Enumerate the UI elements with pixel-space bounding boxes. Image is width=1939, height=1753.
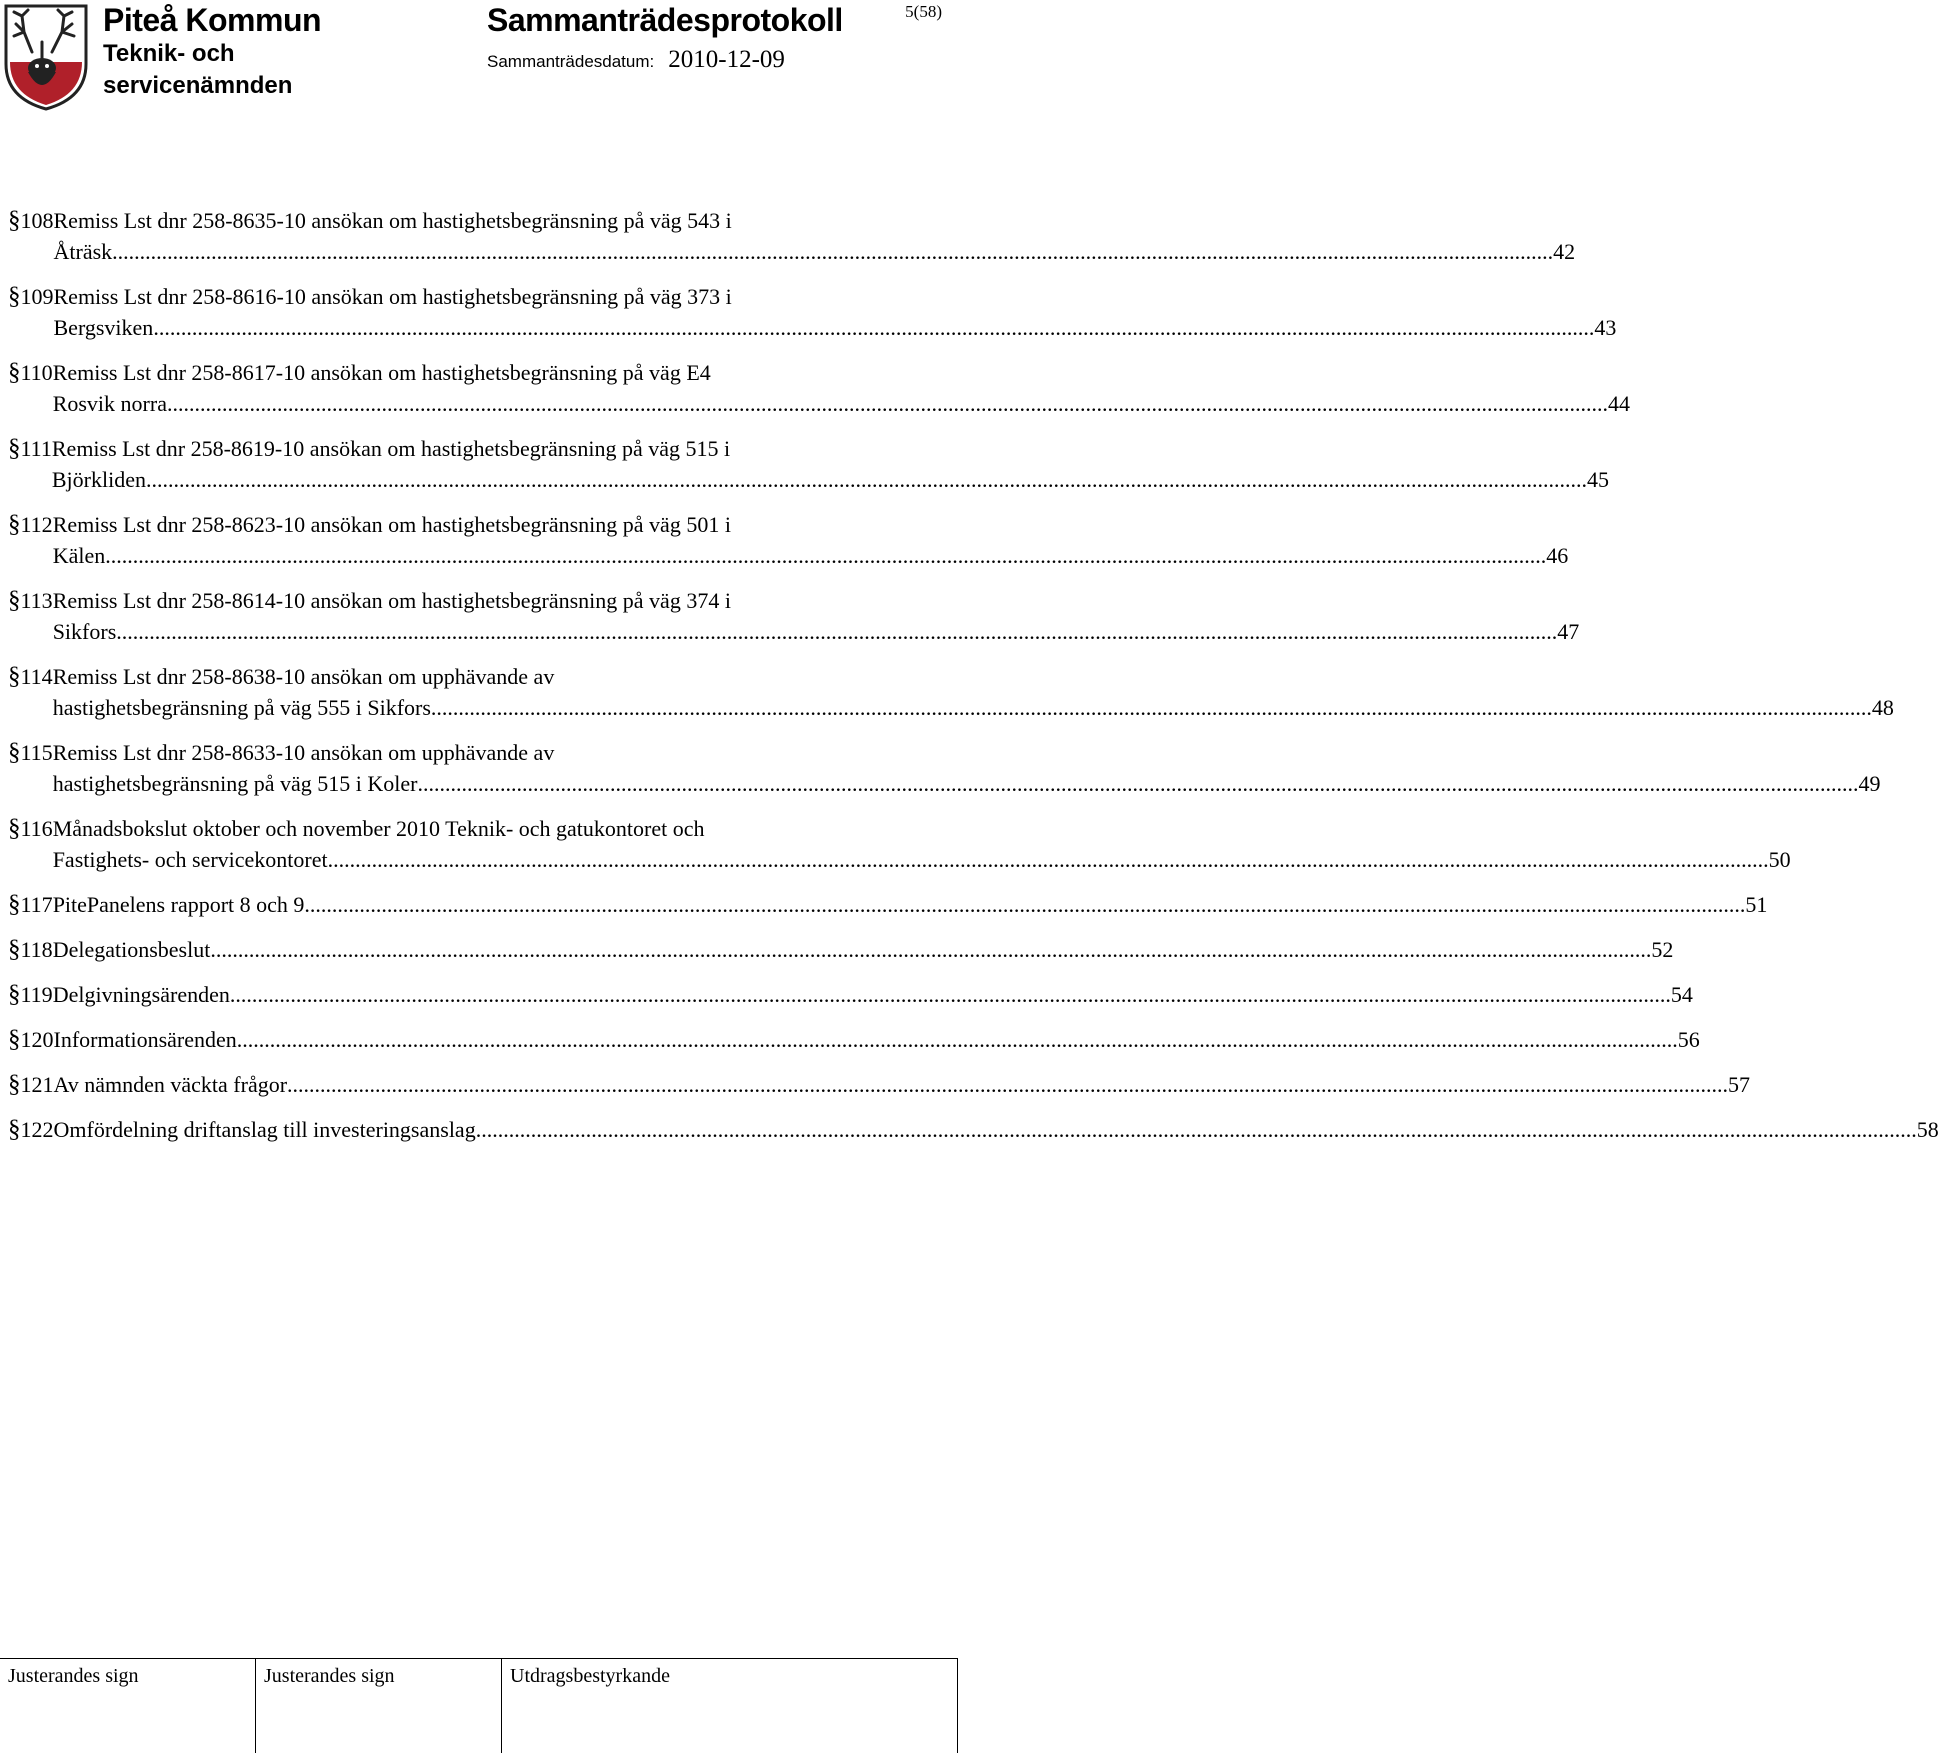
toc-entry-number: 121: [20, 1072, 54, 1097]
toc-entry-page: 52: [1651, 937, 1674, 962]
toc-entry-title-end: PitePanelens rapport 8 och 9: [52, 892, 305, 917]
dot-leader: [153, 312, 1594, 343]
dot-leader: [417, 768, 1858, 799]
toc-entry-page: 42: [1553, 239, 1576, 264]
toc-entry-body: [53, 509, 1569, 571]
toc-entry-title-end: Björkliden: [51, 467, 146, 492]
section-symbol-icon: §: [8, 587, 21, 614]
toc-entry-number: 115: [20, 740, 53, 765]
toc-entry-title: Remiss Lst dnr 258-8635-10 ansökan om hastighetsbegränsning på väg 543 i: [53, 208, 732, 233]
toc-entry: [0, 737, 1881, 799]
toc-entry-lastline: [53, 934, 1674, 965]
section-symbol-icon: §: [8, 1071, 21, 1098]
section-symbol-icon: §: [8, 511, 21, 538]
toc-entry: [0, 205, 1576, 267]
section-symbol-icon: §: [8, 739, 21, 766]
toc-entry-lastline: [53, 692, 1894, 723]
toc-entry-number: 110: [20, 360, 53, 385]
dot-leader: [167, 388, 1608, 419]
document-title: Sammanträdesprotokoll: [487, 2, 843, 38]
toc-entry-page: 45: [1586, 467, 1609, 492]
toc-entry-title-end: Fastighets- och servicekontoret: [52, 847, 328, 872]
toc-entry-page: 58: [1916, 1117, 1939, 1142]
section-symbol-icon: §: [8, 936, 21, 963]
dot-leader: [230, 979, 1671, 1010]
dot-leader: [304, 889, 1745, 920]
section-symbol-icon: §: [8, 981, 21, 1008]
toc-entry: [0, 934, 1674, 965]
meeting-date-label: Sammanträdesdatum:: [487, 52, 655, 71]
page-number: 5(58): [905, 2, 942, 21]
toc-entry-page: 44: [1607, 391, 1630, 416]
dot-leader: [116, 616, 1557, 647]
toc-entry-body: [52, 433, 1609, 495]
toc-entry-title-end: Kälen: [52, 543, 106, 568]
signature-table: [0, 1658, 958, 1753]
toc-entry-title-end: Delegationsbeslut: [52, 937, 211, 962]
meeting-date-row: [487, 46, 785, 74]
toc-entry-page: 51: [1745, 892, 1768, 917]
toc-entry-number: 120: [20, 1027, 54, 1052]
toc-entry-number: 108: [20, 208, 54, 233]
section-symbol-icon: §: [8, 207, 21, 234]
toc-entry-title: Månadsbokslut oktober och november 2010 Teknik- och gatukontoret och: [52, 816, 705, 841]
section-symbol-icon: §: [8, 815, 21, 842]
toc-entry-lastline: [53, 388, 1630, 419]
dot-leader: [146, 464, 1587, 495]
toc-entry-title-end: Bergsviken: [53, 315, 154, 340]
toc-entry-page: 56: [1677, 1027, 1700, 1052]
org-department: Teknik- och servicenämnden: [103, 40, 293, 99]
section-symbol-icon: §: [8, 891, 21, 918]
toc-entry-page: 54: [1670, 982, 1693, 1007]
toc-entry-body: [53, 813, 1791, 875]
dot-leader: [431, 692, 1872, 723]
toc-entry-number: 116: [20, 816, 53, 841]
toc-entry-number: 122: [20, 1117, 54, 1142]
toc-entry: [0, 433, 1609, 495]
toc-entry-lastline: [53, 616, 1580, 647]
toc-entry-body: [53, 585, 1580, 647]
toc-entry-page: 47: [1557, 619, 1580, 644]
toc-entry-title: Remiss Lst dnr 258-8633-10 ansökan om upphävande av: [52, 740, 555, 765]
toc-entry: [0, 1069, 1751, 1100]
toc-entry-number: 109: [20, 284, 54, 309]
toc-entry-title-end: Rosvik norra: [52, 391, 167, 416]
dot-leader: [112, 236, 1553, 267]
toc-entry-lastline: [54, 1069, 1751, 1100]
toc-entry-title-end: hastighetsbegränsning på väg 515 i Koler: [52, 771, 418, 796]
toc-entry-title-end: Delgivningsärenden: [52, 982, 230, 1007]
toc-entry-body: [53, 737, 1881, 799]
toc-entry-number: 118: [20, 937, 53, 962]
toc-entry-lastline: [54, 312, 1617, 343]
dot-leader: [105, 540, 1546, 571]
toc-entry-lastline: [53, 889, 1768, 920]
dot-leader: [210, 934, 1651, 965]
toc-entry: [0, 357, 1630, 419]
section-symbol-icon: §: [8, 283, 21, 310]
toc-entry: [0, 281, 1617, 343]
section-symbol-icon: §: [8, 1116, 21, 1143]
toc-entry-title: Remiss Lst dnr 258-8623-10 ansökan om hastighetsbegränsning på väg 501 i: [52, 512, 731, 537]
toc-entry-number: 117: [20, 892, 53, 917]
dot-leader: [287, 1069, 1728, 1100]
toc-entry-lastline: [52, 464, 1609, 495]
toc-entry-title: Remiss Lst dnr 258-8617-10 ansökan om hastighetsbegränsning på väg E4: [52, 360, 711, 385]
municipality-logo: [2, 2, 90, 112]
toc-entry-lastline: [53, 979, 1693, 1010]
toc-entry-page: 46: [1546, 543, 1569, 568]
toc-entry-page: 50: [1768, 847, 1791, 872]
dot-leader: [328, 844, 1769, 875]
section-symbol-icon: §: [8, 1026, 21, 1053]
toc-entry-body: [53, 889, 1768, 920]
section-symbol-icon: §: [8, 359, 21, 386]
toc-entry-body: [53, 661, 1894, 723]
toc-entry-title-end: hastighetsbegränsning på väg 555 i Sikfors: [52, 695, 431, 720]
toc-entry-body: [53, 934, 1674, 965]
toc-entry-body: [54, 281, 1617, 343]
toc-entry: [0, 1024, 1700, 1055]
toc-entry-page: 48: [1871, 695, 1894, 720]
toc-entry-number: 112: [20, 512, 53, 537]
toc-entry-title: Remiss Lst dnr 258-8638-10 ansökan om upphävande av: [52, 664, 555, 689]
toc-entry: [0, 889, 1768, 920]
toc-entry-lastline: [53, 844, 1791, 875]
signature-cell-3: Utdragsbestyrkande: [501, 1659, 958, 1753]
toc-entry-body: [54, 1069, 1751, 1100]
toc-entry-body: [54, 1114, 1939, 1145]
dot-leader: [476, 1114, 1917, 1145]
toc-entry-lastline: [54, 1024, 1700, 1055]
toc-entry-title-end: Sikfors: [52, 619, 117, 644]
toc-entry-body: [53, 979, 1693, 1010]
toc-entry-title: Remiss Lst dnr 258-8614-10 ansökan om hastighetsbegränsning på väg 374 i: [52, 588, 731, 613]
toc-entry-page: 43: [1594, 315, 1617, 340]
toc-entry: [0, 509, 1569, 571]
table-of-contents: [0, 205, 1939, 1159]
toc-entry: [0, 813, 1791, 875]
toc-entry-number: 119: [20, 982, 53, 1007]
toc-entry: [0, 1114, 1939, 1145]
toc-entry-number: 113: [20, 588, 53, 613]
signature-cell-1: Justerandes sign: [8, 1665, 139, 1687]
toc-entry-lastline: [54, 1114, 1939, 1145]
toc-entry-body: [53, 357, 1630, 419]
toc-entry-page: 49: [1858, 771, 1881, 796]
toc-entry-body: [54, 205, 1576, 267]
toc-entry-lastline: [54, 236, 1576, 267]
section-symbol-icon: §: [8, 435, 21, 462]
toc-entry-title-end: Omfördelning driftanslag till investeringsanslag: [53, 1117, 476, 1142]
toc-entry: [0, 585, 1580, 647]
toc-entry: [0, 979, 1693, 1010]
signature-cell-2: Justerandes sign: [255, 1659, 501, 1753]
toc-entry-number: 114: [20, 664, 53, 689]
toc-entry-title-end: Av nämnden väckta frågor: [53, 1072, 288, 1097]
toc-entry-title-end: Åträsk: [53, 239, 113, 264]
toc-entry-lastline: [53, 768, 1881, 799]
toc-entry: [0, 661, 1894, 723]
toc-entry-body: [54, 1024, 1700, 1055]
section-symbol-icon: §: [8, 663, 21, 690]
toc-entry-title-end: Informationsärenden: [53, 1027, 237, 1052]
toc-entry-lastline: [53, 540, 1569, 571]
org-name: Piteå Kommun: [103, 2, 322, 38]
toc-entry-page: 57: [1728, 1072, 1751, 1097]
dot-leader: [237, 1024, 1678, 1055]
meeting-date-value: 2010-12-09: [668, 46, 785, 73]
toc-entry-title: Remiss Lst dnr 258-8619-10 ansökan om hastighetsbegränsning på väg 515 i: [51, 436, 731, 461]
table-right-border: [957, 1659, 958, 1753]
toc-entry-title: Remiss Lst dnr 258-8616-10 ansökan om hastighetsbegränsning på väg 373 i: [53, 284, 732, 309]
toc-entry-number: 111: [20, 436, 52, 461]
